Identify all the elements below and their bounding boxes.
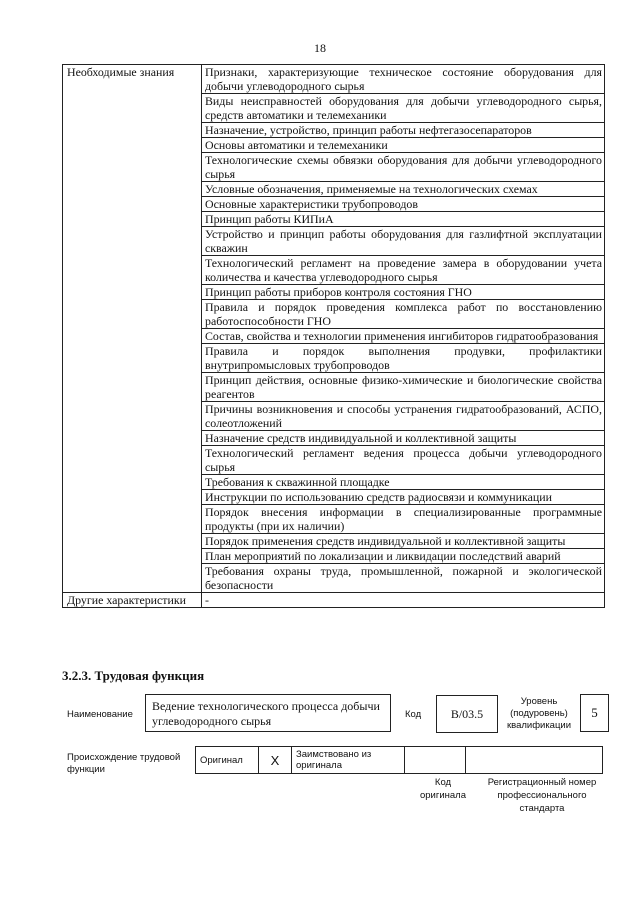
knowledge-item: Принцип работы приборов контроля состояния ГНО	[202, 285, 605, 300]
knowledge-item: Состав, свойства и технологии применения ингибиторов гидратообразования	[202, 329, 605, 344]
knowledge-item: Условные обозначения, применяемые на технологических схемах	[202, 182, 605, 197]
code-label: Код	[405, 709, 422, 720]
knowledge-item: Назначение средств индивидуальной и коллективной защиты	[202, 431, 605, 446]
knowledge-item: Инструкции по использованию средств радиосвязи и коммуникации	[202, 490, 605, 505]
knowledge-item: Требования охраны труда, промышленной, пожарной и экологической безопасности	[202, 564, 605, 593]
other-characteristics-row	[63, 593, 605, 608]
function-code-box: B/03.5	[436, 695, 498, 733]
knowledge-item: Технологический регламент ведения процесса добычи углеводородного сырья	[202, 446, 605, 475]
qualification-level-label: Уровень (подуровень) квалификации	[506, 696, 572, 731]
function-name-box: Ведение технологического процесса добычи углеводородного сырья	[145, 694, 391, 732]
page-number: 18	[314, 41, 326, 55]
knowledge-item: Признаки, характеризующие техническое состояние оборудования для добычи углеводородного сырья	[202, 65, 605, 94]
knowledge-item: Назначение, устройство, принцип работы нефтегазосепараторов	[202, 123, 605, 138]
knowledge-item: Принцип действия, основные физико-химические и биологические свойства реагентов	[202, 373, 605, 402]
knowledge-item: Технологический регламент на проведение замера в оборудовании учета количества и качества углеводородного сырья	[202, 256, 605, 285]
knowledge-item: Порядок внесения информации в специализированные программные продукты (при их наличии)	[202, 505, 605, 534]
qualification-level-box: 5	[580, 694, 609, 732]
required-knowledge-label: Необходимые знания	[63, 65, 202, 593]
name-label: Наименование	[67, 709, 133, 720]
knowledge-row	[63, 65, 605, 94]
original-label: Оригинал	[196, 747, 259, 774]
original-mark: X	[259, 747, 292, 774]
knowledge-item: Правила и порядок выполнения продувки, профилактики внутрипромысловых трубопроводов	[202, 344, 605, 373]
reg-number-cell	[466, 747, 603, 774]
other-characteristics-value: -	[202, 593, 605, 608]
knowledge-item: Технологические схемы обвязки оборудования для добычи углеводородного сырья	[202, 153, 605, 182]
knowledge-item: Виды неисправностей оборудования для добычи углеводородного сырья, средств автоматики и телемеханики	[202, 94, 605, 123]
borrowed-label: Заимствовано из оригинала	[292, 747, 405, 774]
code-original-cell	[405, 747, 466, 774]
knowledge-item: Требования к скважинной площадке	[202, 475, 605, 490]
other-characteristics-label: Другие характеристики	[63, 593, 202, 608]
knowledge-item: План мероприятий по локализации и ликвидации последствий аварий	[202, 549, 605, 564]
section-title: 3.2.3. Трудовая функция	[62, 668, 205, 683]
knowledge-item: Устройство и принцип работы оборудования для газлифтной эксплуатации скважин	[202, 227, 605, 256]
knowledge-item: Основные характеристики трубопроводов	[202, 197, 605, 212]
code-original-caption: Код оригинала	[419, 777, 466, 801]
origin-label: Происхождение трудовой функции	[67, 752, 181, 775]
knowledge-item: Принцип работы КИПиА	[202, 212, 605, 227]
knowledge-item: Основы автоматики и телемеханики	[202, 138, 605, 153]
required-knowledge-table	[62, 64, 605, 608]
knowledge-item: Порядок применения средств индивидуальной и коллективной защиты	[202, 534, 605, 549]
knowledge-item: Причины возникновения и способы устранения гидратообразований, АСПО, солеотложений	[202, 402, 605, 431]
knowledge-item: Правила и порядок проведения комплекса работ по восстановлению работоспособности ГНО	[202, 300, 605, 329]
origin-table	[195, 746, 603, 774]
reg-number-caption: Регистрационный номер профессионального стандарта	[487, 777, 597, 814]
